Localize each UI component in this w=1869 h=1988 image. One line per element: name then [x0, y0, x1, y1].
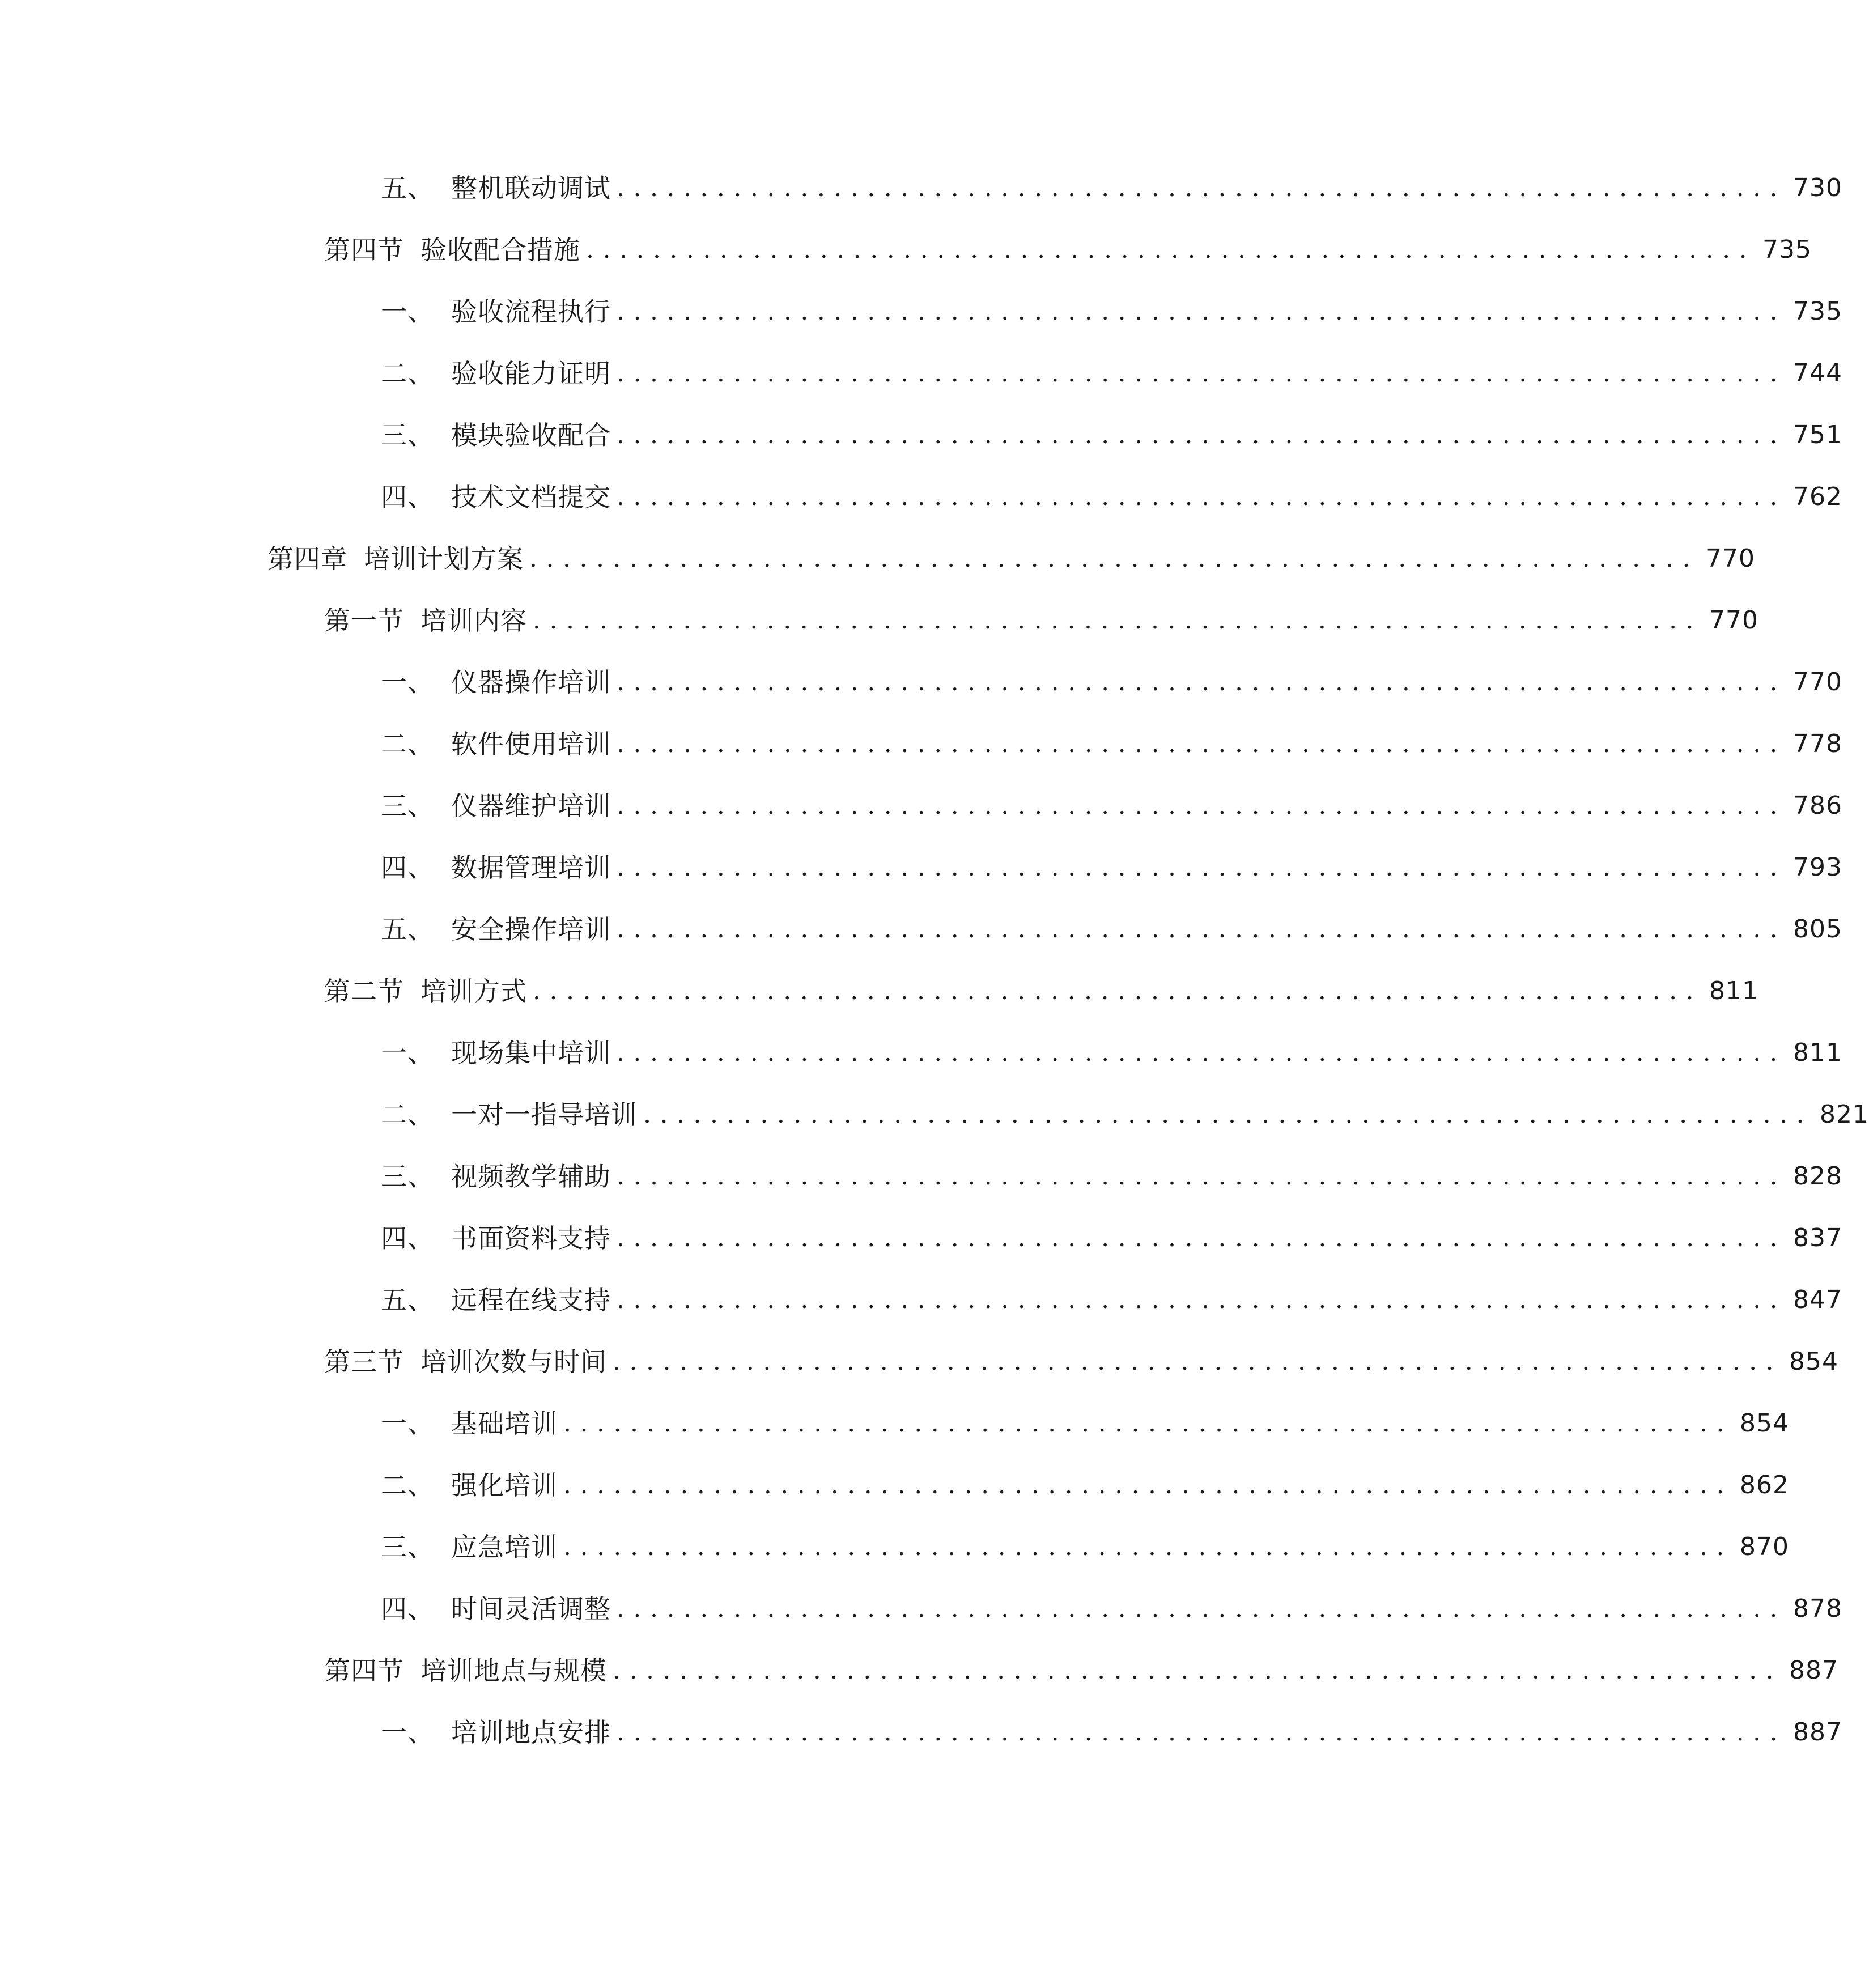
toc-entry[interactable] — [267, 536, 1756, 581]
toc-page-number: 770 — [1706, 544, 1756, 573]
toc-entry[interactable] — [381, 783, 1843, 829]
toc-dot-leader: ...................................................................... — [617, 1162, 1787, 1191]
toc-dot-leader: ...................................................................... — [533, 606, 1703, 635]
toc-dot-leader: ...................................................................... — [586, 235, 1756, 264]
toc-entry-title: 安全操作培训 — [451, 914, 611, 945]
toc-entry-number: 二、 — [381, 729, 434, 759]
toc-page-number: 837 — [1793, 1224, 1843, 1252]
toc-entry[interactable] — [381, 721, 1843, 767]
toc-entry-number: 二、 — [381, 1099, 434, 1130]
toc-entry-number: 第一节 — [324, 605, 404, 636]
toc-dot-leader: ...................................................................... — [643, 1100, 1813, 1129]
toc-entry-title: 数据管理培训 — [451, 852, 611, 883]
toc-page-number: 854 — [1789, 1347, 1839, 1376]
toc-entry[interactable] — [381, 474, 1843, 520]
toc-entry-number: 三、 — [381, 791, 434, 821]
toc-dot-leader: ...................................................................... — [617, 791, 1787, 820]
toc-entry[interactable] — [381, 1216, 1843, 1261]
toc-dot-leader: ...................................................................... — [617, 1224, 1787, 1252]
toc-entry[interactable] — [381, 1401, 1790, 1446]
toc-entry-title: 仪器维护培训 — [451, 791, 611, 821]
toc-entry-number: 第四章 — [267, 543, 347, 574]
toc-entry-title: 培训内容 — [420, 605, 527, 636]
toc-dot-leader: ...................................................................... — [563, 1409, 1734, 1438]
toc-entry-number: 第二节 — [324, 976, 404, 1006]
toc-entry-title: 培训方式 — [420, 976, 527, 1006]
toc-dot-leader: ...................................................................... — [617, 359, 1787, 388]
toc-entry[interactable] — [381, 845, 1843, 890]
toc-entry-title: 应急培训 — [451, 1532, 558, 1562]
toc-page-number: 770 — [1709, 606, 1759, 635]
toc-entry-number: 二、 — [381, 358, 434, 389]
toc-dot-leader: ...................................................................... — [533, 976, 1703, 1005]
toc-dot-leader: ...................................................................... — [617, 1285, 1787, 1314]
toc-dot-leader: ...................................................................... — [529, 544, 1700, 573]
toc-page-number: 811 — [1793, 1038, 1843, 1067]
toc-entry[interactable] — [381, 165, 1843, 211]
toc-dot-leader: ...................................................................... — [617, 1718, 1787, 1747]
toc-entry-title: 验收流程执行 — [451, 296, 611, 327]
toc-entry-title: 模块验收配合 — [451, 420, 611, 451]
toc-entry[interactable] — [381, 1524, 1790, 1570]
toc-page-number: 828 — [1793, 1162, 1843, 1191]
toc-entry-title: 基础培训 — [451, 1408, 558, 1439]
toc-page-number: 744 — [1793, 359, 1843, 388]
toc-entry-title: 强化培训 — [451, 1470, 558, 1501]
toc-page-number: 847 — [1793, 1285, 1843, 1314]
toc-entry[interactable] — [381, 1154, 1843, 1199]
toc-entry[interactable] — [381, 1092, 1869, 1137]
toc-entry-number: 第三节 — [324, 1346, 404, 1377]
toc-page-number: 821 — [1820, 1100, 1869, 1129]
toc-page-number: 735 — [1762, 235, 1812, 264]
toc-page-number: 770 — [1793, 668, 1843, 696]
toc-page-number: 751 — [1793, 420, 1843, 449]
toc-entry[interactable] — [381, 289, 1843, 334]
toc-entry[interactable] — [324, 598, 1759, 643]
toc-dot-leader: ...................................................................... — [613, 1656, 1783, 1685]
toc-dot-leader: ...................................................................... — [617, 173, 1787, 202]
toc-dot-leader: ...................................................................... — [613, 1347, 1783, 1376]
toc-entry-title: 软件使用培训 — [451, 729, 611, 759]
toc-page-number: 730 — [1793, 173, 1843, 202]
toc-entry-title: 一对一指导培训 — [451, 1099, 638, 1130]
toc-entry[interactable] — [381, 1277, 1843, 1323]
toc-page-number: 811 — [1709, 976, 1759, 1005]
toc-dot-leader: ...................................................................... — [617, 853, 1787, 882]
toc-page-number: 735 — [1793, 297, 1843, 326]
toc-page-number: 805 — [1793, 915, 1843, 944]
toc-entry-number: 一、 — [381, 1038, 434, 1068]
toc-dot-leader: ...................................................................... — [563, 1532, 1734, 1561]
toc-entry-number: 三、 — [381, 420, 434, 451]
toc-entry[interactable] — [324, 227, 1812, 273]
toc-entry-number: 四、 — [381, 852, 434, 883]
toc-entry-title: 书面资料支持 — [451, 1223, 611, 1254]
toc-dot-leader: ...................................................................... — [617, 297, 1787, 326]
toc-entry[interactable] — [381, 907, 1843, 952]
toc-dot-leader: ...................................................................... — [617, 915, 1787, 944]
toc-entry-number: 一、 — [381, 296, 434, 327]
toc-entry-number: 五、 — [381, 914, 434, 945]
toc-page-number: 778 — [1793, 729, 1843, 758]
toc-entry-number: 一、 — [381, 667, 434, 698]
toc-page-number: 762 — [1793, 482, 1843, 511]
toc-entry[interactable] — [381, 660, 1843, 705]
toc-entry-title: 仪器操作培训 — [451, 667, 611, 698]
toc-entry[interactable] — [381, 1586, 1843, 1632]
toc-entry-title: 技术文档提交 — [451, 482, 611, 512]
toc-entry-number: 四、 — [381, 1223, 434, 1254]
toc-dot-leader: ...................................................................... — [617, 482, 1787, 511]
toc-entry-title: 培训地点与规模 — [420, 1655, 607, 1686]
toc-dot-leader: ...................................................................... — [617, 1594, 1787, 1623]
toc-entry-number: 四、 — [381, 1594, 434, 1624]
toc-entry-number: 二、 — [381, 1470, 434, 1501]
toc-entry[interactable] — [381, 1463, 1790, 1508]
toc-page-number: 786 — [1793, 791, 1843, 820]
toc-dot-leader: ...................................................................... — [617, 729, 1787, 758]
toc-dot-leader: ...................................................................... — [563, 1471, 1734, 1500]
toc-entry[interactable] — [324, 1648, 1839, 1693]
toc-entry-title: 培训次数与时间 — [420, 1346, 607, 1377]
toc-page-number: 870 — [1740, 1532, 1790, 1561]
toc-entry-title: 验收配合措施 — [420, 235, 580, 265]
toc-entry-number: 五、 — [381, 173, 434, 203]
toc-entry-number: 一、 — [381, 1408, 434, 1439]
toc-dot-leader: ...................................................................... — [617, 1038, 1787, 1067]
toc-entry-title: 验收能力证明 — [451, 358, 611, 389]
toc-page-number: 887 — [1789, 1656, 1839, 1685]
toc-entry[interactable] — [381, 1710, 1843, 1755]
toc-entry[interactable] — [381, 351, 1843, 396]
toc-dot-leader: ...................................................................... — [617, 420, 1787, 449]
toc-entry[interactable] — [324, 1339, 1839, 1384]
toc-entry-number: 三、 — [381, 1161, 434, 1192]
toc-page-number: 878 — [1793, 1594, 1843, 1623]
toc-entry-title: 现场集中培训 — [451, 1038, 611, 1068]
toc-entry-number: 一、 — [381, 1717, 434, 1748]
toc-page-number: 862 — [1740, 1471, 1790, 1500]
toc-entry[interactable] — [381, 1030, 1843, 1076]
toc-entry-title: 远程在线支持 — [451, 1285, 611, 1315]
toc-entry[interactable] — [324, 968, 1759, 1014]
toc-entry[interactable] — [381, 413, 1843, 458]
toc-page-number: 793 — [1793, 853, 1843, 882]
toc-entry-title: 整机联动调试 — [451, 173, 611, 203]
toc-entry-number: 第四节 — [324, 235, 404, 265]
toc-dot-leader: ...................................................................... — [617, 668, 1787, 696]
toc-page-number: 887 — [1793, 1718, 1843, 1747]
toc-entry-number: 三、 — [381, 1532, 434, 1562]
toc-entry-number: 四、 — [381, 482, 434, 512]
toc-entry-title: 培训计划方案 — [364, 543, 524, 574]
toc-entry-number: 五、 — [381, 1285, 434, 1315]
toc-entry-number: 第四节 — [324, 1655, 404, 1686]
toc-entry-title: 时间灵活调整 — [451, 1594, 611, 1624]
toc-entry-title: 培训地点安排 — [451, 1717, 611, 1748]
toc-page-number: 854 — [1740, 1409, 1790, 1438]
toc-entry-title: 视频教学辅助 — [451, 1161, 611, 1192]
